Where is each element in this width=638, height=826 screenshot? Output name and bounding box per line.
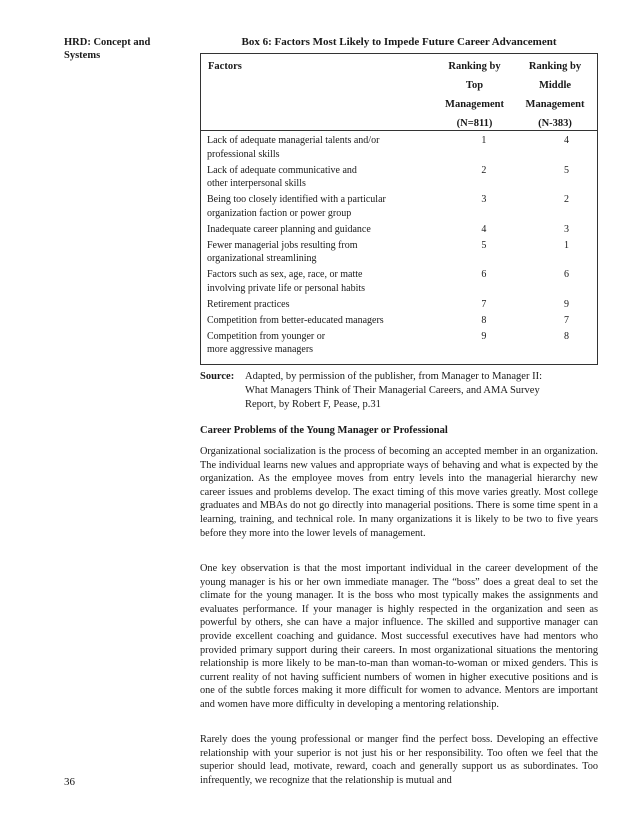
box-title: Box 6: Factors Most Likely to Impede Future Career Advancement [241, 36, 557, 48]
top-rank-cell: 7 [481, 298, 487, 310]
table-row [201, 223, 597, 237]
table-row [201, 193, 597, 220]
header-factors: Factors [208, 61, 242, 72]
table-row [201, 164, 597, 191]
factor-cell [201, 239, 416, 266]
factor-line: professional skills [207, 148, 280, 160]
factor-cell [201, 268, 416, 295]
factor-line: organizational streamlining [207, 253, 317, 264]
top-rank-cell: 4 [481, 223, 487, 235]
body-paragraph: Rarely does the young professional or manger find the perfect boss. Developing an effective relationship with your superior is not just his or her responsibility. Too often we feel that the superior should lead, motivate, reward, coach and generally support us as subordinates. Too infrequently, we recognize that the relationship is mutual and [200, 734, 598, 786]
factor-cell [201, 223, 416, 237]
source-line: Report, by Robert F, Pease, p.31 [245, 399, 381, 410]
top-rank-cell: 6 [481, 269, 487, 280]
factor-cell [201, 298, 416, 312]
factors-table [200, 53, 598, 365]
top-rank-cell: 9 [481, 330, 487, 342]
header-line: (N=811) [456, 118, 493, 129]
table-row [201, 330, 597, 357]
source-text [245, 370, 585, 412]
top-rank-cell: 1 [481, 135, 487, 146]
factor-line: Fewer managerial jobs resulting from [207, 239, 358, 251]
section-heading: Career Problems of the Young Manager or Professional [200, 425, 448, 436]
middle-rank-cell: 8 [563, 330, 569, 342]
header-line: Management [525, 99, 585, 110]
body-paragraph: Organizational socialization is the process of becoming an accepted member in an organization. The individual learns new values and appropriate ways of behaving and what is expected by the organization. As the employee moves from entry levels into the managerial hierarchy new career issues and problems develop. The exact timing of this move varies greatly. Most college graduates and MBAs do not go directly into managerial positions. There is some time spent in a learning, training, and technical role. In many organizations it is likely to be two to five years before they more into the lower levels of management. [200, 446, 598, 539]
factor-line: Inadequate career planning and guidance [207, 223, 371, 235]
table-row [201, 134, 597, 161]
middle-rank-cell: 7 [563, 314, 569, 326]
top-rank-cell: 5 [481, 239, 487, 251]
header-line: Ranking by [528, 61, 582, 72]
table-row [201, 239, 597, 266]
header-line: Top [465, 80, 484, 91]
middle-rank-cell: 4 [563, 135, 569, 146]
table-body [201, 131, 597, 357]
middle-rank-cell: 2 [563, 194, 569, 205]
factor-line: Competition from better-educated managers [207, 314, 384, 326]
middle-rank-cell: 1 [563, 239, 569, 251]
top-rank-cell: 8 [481, 314, 487, 326]
source-line: Adapted, by permission of the publisher, from Manager to Manager II: [245, 371, 542, 382]
top-rank-cell: 2 [481, 164, 487, 176]
factor-cell [201, 164, 416, 191]
header-middle-management [516, 57, 594, 133]
factor-line: organization faction or power group [207, 207, 352, 219]
middle-rank-cell: 9 [563, 298, 569, 310]
table-header [201, 54, 597, 131]
source-line: What Managers Think of Their Managerial Careers, and AMA Survey [245, 385, 540, 396]
running-header-line: Systems [64, 50, 101, 61]
header-top-management [437, 57, 512, 133]
running-header [64, 36, 174, 62]
factor-cell [201, 134, 416, 161]
factor-line: other interpersonal skills [207, 178, 306, 189]
middle-rank-cell: 3 [563, 223, 569, 235]
header-line: Ranking by [448, 61, 501, 72]
factor-line: Factors such as sex, age, race, or matte [207, 269, 363, 280]
factor-line: more aggressive managers [207, 344, 314, 355]
factor-line: involving private life or personal habits [207, 282, 366, 294]
header-line: (N-383) [538, 118, 572, 129]
source-label: Source: [200, 371, 235, 382]
factor-line: Lack of adequate communicative and [207, 164, 357, 176]
middle-rank-cell: 6 [563, 269, 569, 280]
factor-line: Competition from younger or [207, 330, 326, 342]
table-row [201, 268, 597, 295]
factor-cell [201, 193, 416, 220]
header-line: Management [445, 99, 504, 110]
factor-line: Being too closely identified with a particular [207, 194, 386, 205]
top-rank-cell: 3 [481, 194, 487, 205]
header-line: Middle [538, 80, 572, 91]
factor-cell [201, 314, 416, 328]
middle-rank-cell: 5 [563, 164, 569, 176]
table-row [201, 298, 597, 312]
table-row [201, 314, 597, 328]
body-paragraph: One key observation is that the most important individual in the career development of the young manager is his or her own immediate manager. The “boss” does a great deal to set the climate for the young manager. It is the boss who most typically makes the assignments and evaluates performance. If your manager is highly respected in the organization and seen as powerful by others, she can have a major influence. The skilled and supportive manager can provide excellent coaching and guidance. Most successful executives have had mentors who provided primary support during their careers. In most organizational situations the mentoring relationship is more likely to be man-to-man than woman-to-woman or mixed genders. This is current reality of not having sufficient numbers of women in higher executive positions and is one of the subtle forces making it more difficult for women to advance. Mentors are important and women have more difficulty in developing a mentoring relationship. [200, 563, 598, 710]
factor-line: Retirement practices [207, 298, 290, 310]
running-header-line: HRD: Concept and [64, 37, 151, 48]
page-number: 36 [64, 776, 75, 788]
factor-line: Lack of adequate managerial talents and/or [207, 135, 380, 146]
factor-cell [201, 330, 416, 357]
